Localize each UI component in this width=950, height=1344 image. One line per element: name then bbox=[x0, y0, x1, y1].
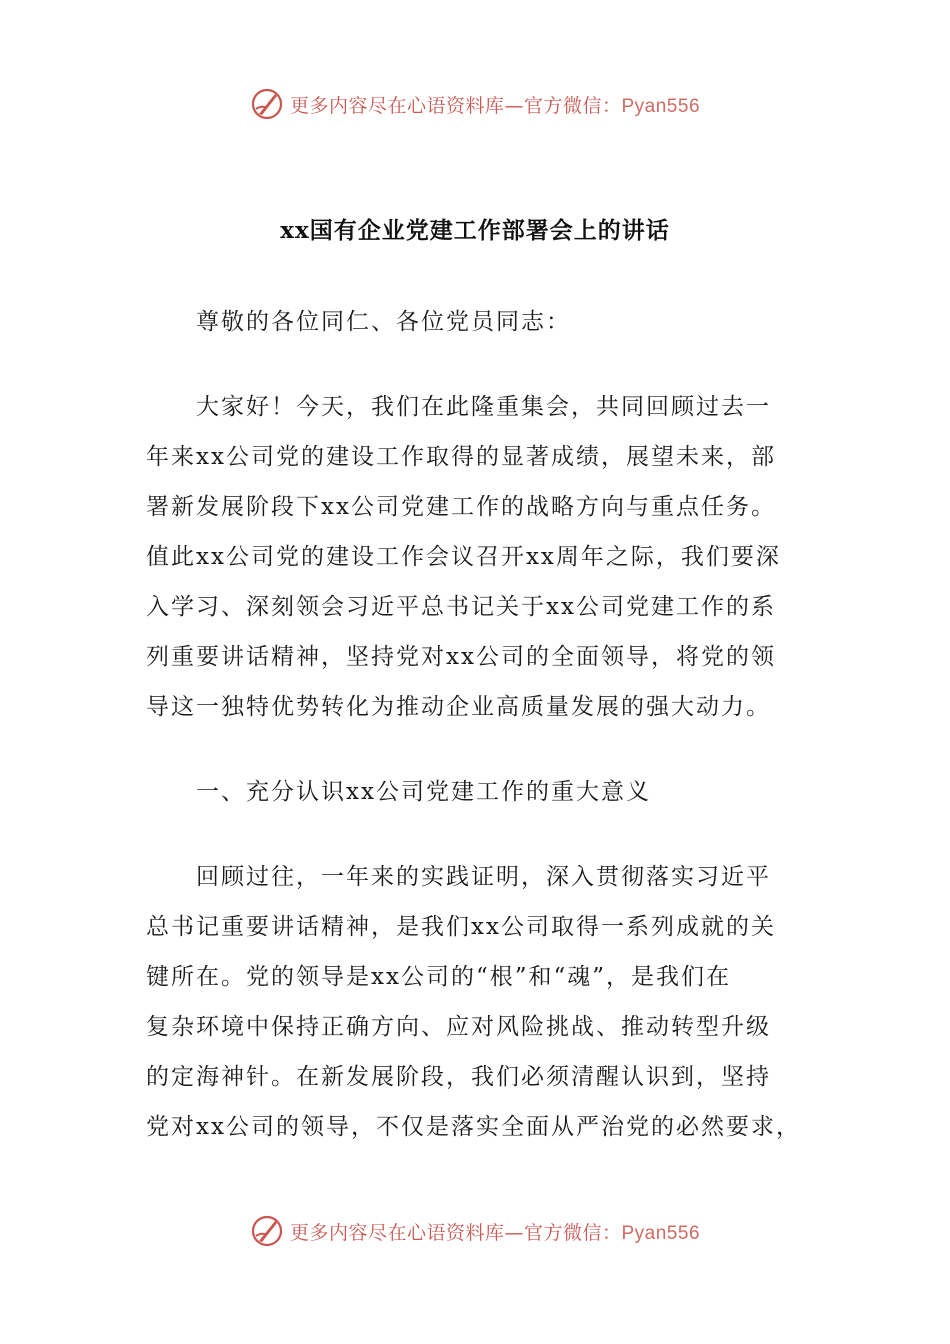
paragraph-line: 入学习、深刻领会习近平总书记关于xx公司党建工作的系 bbox=[146, 594, 776, 620]
header-banner bbox=[0, 84, 950, 124]
paragraph-line: 复杂环境中保持正确方向、应对风险挑战、推动转型升级 bbox=[146, 1014, 771, 1040]
paragraph-line: 党对xx公司的领导，不仅是落实全面从严治党的必然要求， bbox=[146, 1114, 801, 1140]
section-heading: 一、充分认识xx公司党建工作的重大意义 bbox=[196, 779, 651, 805]
paragraph-line: 回顾过往，一年来的实践证明，深入贯彻落实习近平 bbox=[196, 864, 771, 890]
paragraph-line: 署新发展阶段下xx公司党建工作的战略方向与重点任务。 bbox=[146, 494, 776, 520]
paragraph-line: 大家好！今天，我们在此隆重集会，共同回顾过去一 bbox=[196, 394, 771, 420]
banner-text: 更多内容尽在心语资料库—官方微信：Pyan556 bbox=[289, 1221, 701, 1244]
paragraph-line: 的定海神针。在新发展阶段，我们必须清醒认识到，坚持 bbox=[146, 1064, 771, 1090]
document-title: xx国有企业党建工作部署会上的讲话 bbox=[280, 217, 670, 244]
paragraph-line: 导这一独特优势转化为推动企业高质量发展的强大动力。 bbox=[146, 694, 771, 720]
salutation: 尊敬的各位同仁、各位党员同志： bbox=[196, 309, 571, 335]
paragraph-line: 键所在。党的领导是xx公司的“根”和“魂”，是我们在 bbox=[146, 964, 731, 990]
quill-pen-logo-icon bbox=[250, 1214, 284, 1248]
paragraph-line: 列重要讲话精神，坚持党对xx公司的全面领导，将党的领 bbox=[146, 644, 776, 670]
banner-text: 更多内容尽在心语资料库—官方微信：Pyan556 bbox=[289, 94, 701, 117]
quill-pen-logo-icon bbox=[250, 87, 284, 121]
paragraph-line: 年来xx公司党的建设工作取得的显著成绩，展望未来，部 bbox=[146, 444, 776, 470]
paragraph-line: 总书记重要讲话精神，是我们xx公司取得一系列成就的关 bbox=[146, 914, 776, 940]
paragraph-line: 值此xx公司党的建设工作会议召开xx周年之际，我们要深 bbox=[146, 544, 781, 570]
footer-banner bbox=[0, 1211, 950, 1251]
